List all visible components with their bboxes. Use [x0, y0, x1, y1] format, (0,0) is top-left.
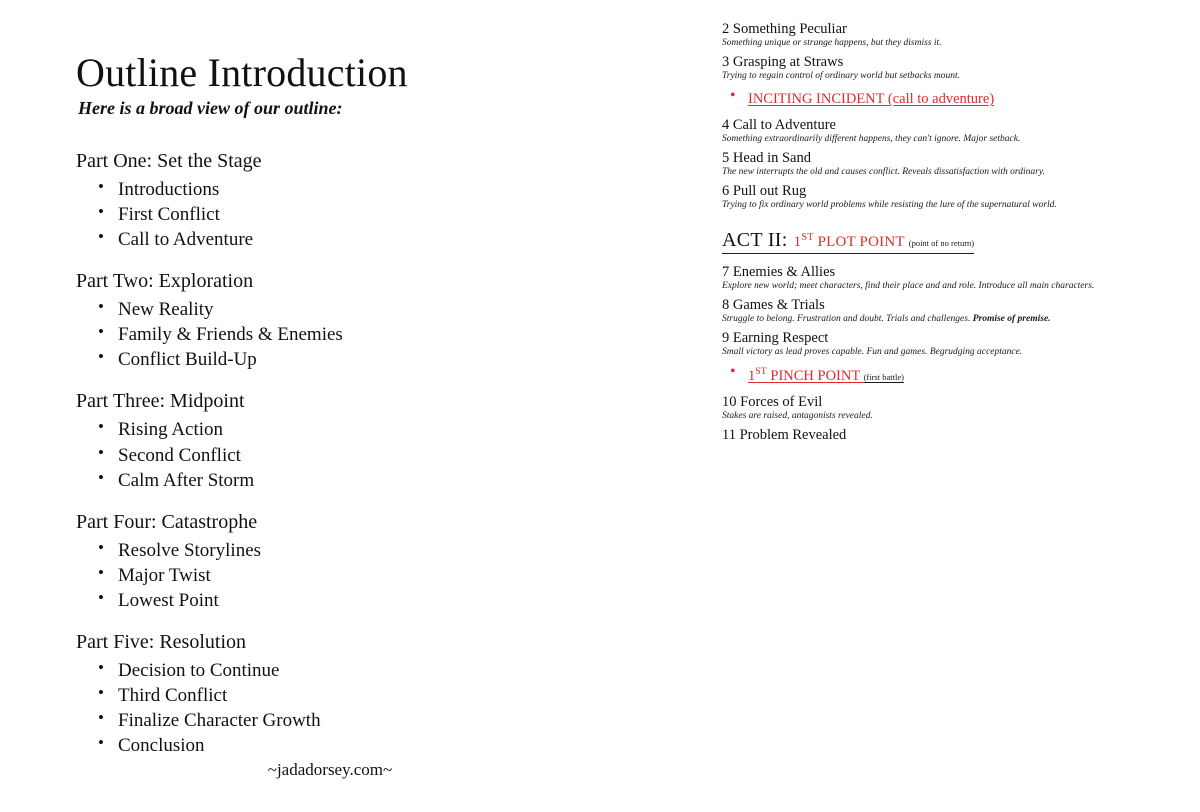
list-item: • Family & Friends & Enemies: [118, 322, 636, 347]
list-item: • First Conflict: [118, 202, 636, 227]
story-beat: [722, 329, 1187, 359]
plot-point-ordinal: 1: [793, 234, 802, 250]
list-item: • Call to Adventure: [118, 227, 636, 252]
list-item: • Decision to Continue: [118, 658, 636, 683]
pinch-point-note: (first battle): [863, 371, 904, 382]
act-header-row: [722, 215, 1187, 263]
story-beat: [722, 116, 1187, 146]
story-beat: [722, 53, 1187, 83]
story-beat-title: 9 Earning Respect: [722, 330, 829, 346]
site-credit: ~jadadorsey.com~: [267, 760, 393, 779]
inciting-incident-marker: [722, 90, 1187, 108]
list-item: • Conclusion: [118, 733, 636, 758]
story-beat-title: 11 Problem Revealed: [722, 426, 847, 443]
story-beat-description: The new interrupts the old and causes conflict. Reveals dissatisfaction with ordinary.: [722, 167, 1045, 178]
act-label: ACT II:: [722, 229, 788, 251]
story-beat-description: Trying to fix ordinary world problems while resisting the lure of the supernatural world.: [722, 200, 1057, 211]
outline-parts-list: [76, 148, 636, 774]
story-beat: [722, 263, 1187, 293]
story-beat-title: 6 Pull out Rug: [722, 183, 807, 199]
outline-part-items: [76, 417, 636, 492]
story-beat-title: 4 Call to Adventure: [722, 117, 836, 133]
act-header-note: (point of no return): [908, 238, 975, 248]
outline-part: [76, 268, 636, 372]
story-beat-title: 10 Forces of Evil: [722, 393, 823, 410]
right-page: [660, 0, 1200, 800]
list-item: • Rising Action: [118, 417, 636, 442]
story-beat: [722, 296, 1187, 326]
pinch-point-ordinal-suffix: ST: [755, 366, 767, 377]
outline-part-heading: Part One: Set the Stage: [76, 150, 262, 172]
story-beat-title: 2 Something Peculiar: [722, 21, 847, 37]
story-beat-title: 3 Grasping at Straws: [722, 54, 844, 70]
list-item: • Third Conflict: [118, 683, 636, 708]
list-item: • Resolve Storylines: [118, 538, 636, 563]
story-beats-list: [722, 20, 1187, 447]
story-beat: [722, 393, 1187, 423]
outline-part: [76, 148, 636, 252]
list-item: • Introductions: [118, 177, 636, 202]
act-two-header: [722, 229, 974, 254]
first-plot-point-label: 1ST PLOT POINT: [793, 232, 905, 250]
list-item: • Second Conflict: [118, 443, 636, 468]
story-beat: [722, 20, 1187, 50]
list-item: • Finalize Character Growth: [118, 708, 636, 733]
outline-part-heading: Part Five: Resolution: [76, 630, 246, 653]
pinch-point-label: 1ST PINCH POINT: [748, 366, 864, 384]
page-title: Outline Introduction: [76, 50, 408, 95]
story-beat-description: Something extraordinarily different happens, they can't ignore. Major setback.: [722, 134, 1021, 145]
story-beat-description: Small victory as lead proves capable. Fun and games. Begrudging acceptance.: [722, 347, 1023, 358]
story-beat-description: Something unique or strange happens, but they dismiss it.: [722, 38, 942, 49]
plot-point-ordinal-suffix: ST: [801, 232, 814, 243]
outline-part-items: [76, 538, 636, 613]
list-item: • Conflict Build-Up: [118, 347, 636, 372]
story-beat-title: 8 Games & Trials: [722, 297, 825, 313]
story-beat-description: Struggle to belong. Frustration and doubt. Trials and challenges. Promise of premise.: [722, 314, 1051, 325]
story-beat: [722, 182, 1187, 212]
story-beat-description: Trying to regain control of ordinary world but setbacks mount.: [722, 71, 961, 82]
outline-part-heading: Part Two: Exploration: [76, 270, 254, 293]
outline-part-items: [76, 297, 636, 372]
list-item: • Calm After Storm: [118, 468, 636, 493]
outline-part-heading: Part Four: Catastrophe: [76, 510, 258, 533]
list-item: • Major Twist: [118, 563, 636, 588]
list-item: • Lowest Point: [118, 588, 636, 613]
outline-part: [76, 509, 636, 613]
story-beat: [722, 426, 1187, 444]
story-beat-description: Explore new world; meet characters, find their place and and role. Introduce all main characters.: [722, 281, 1095, 292]
outline-part-items: [76, 177, 636, 252]
story-beat: [722, 149, 1187, 179]
story-beat-description: Stakes are raised, antagonists revealed.: [722, 410, 873, 421]
page-subtitle: Here is a broad view of our outline:: [78, 98, 343, 118]
story-beat-title: 5 Head in Sand: [722, 150, 811, 166]
outline-part-items: [76, 658, 636, 758]
story-beat-description-emphasis: Promise of premise.: [972, 314, 1051, 325]
outline-part: [76, 388, 636, 492]
story-beat-title: 7 Enemies & Allies: [722, 264, 836, 280]
inciting-incident-label: INCITING INCIDENT (call to adventure): [748, 91, 995, 107]
first-pinch-point-marker: [722, 366, 1187, 385]
pinch-point-ordinal: 1: [748, 367, 756, 384]
outline-part: [76, 629, 636, 758]
list-item: • New Reality: [118, 297, 636, 322]
outline-part-heading: Part Three: Midpoint: [76, 390, 245, 413]
